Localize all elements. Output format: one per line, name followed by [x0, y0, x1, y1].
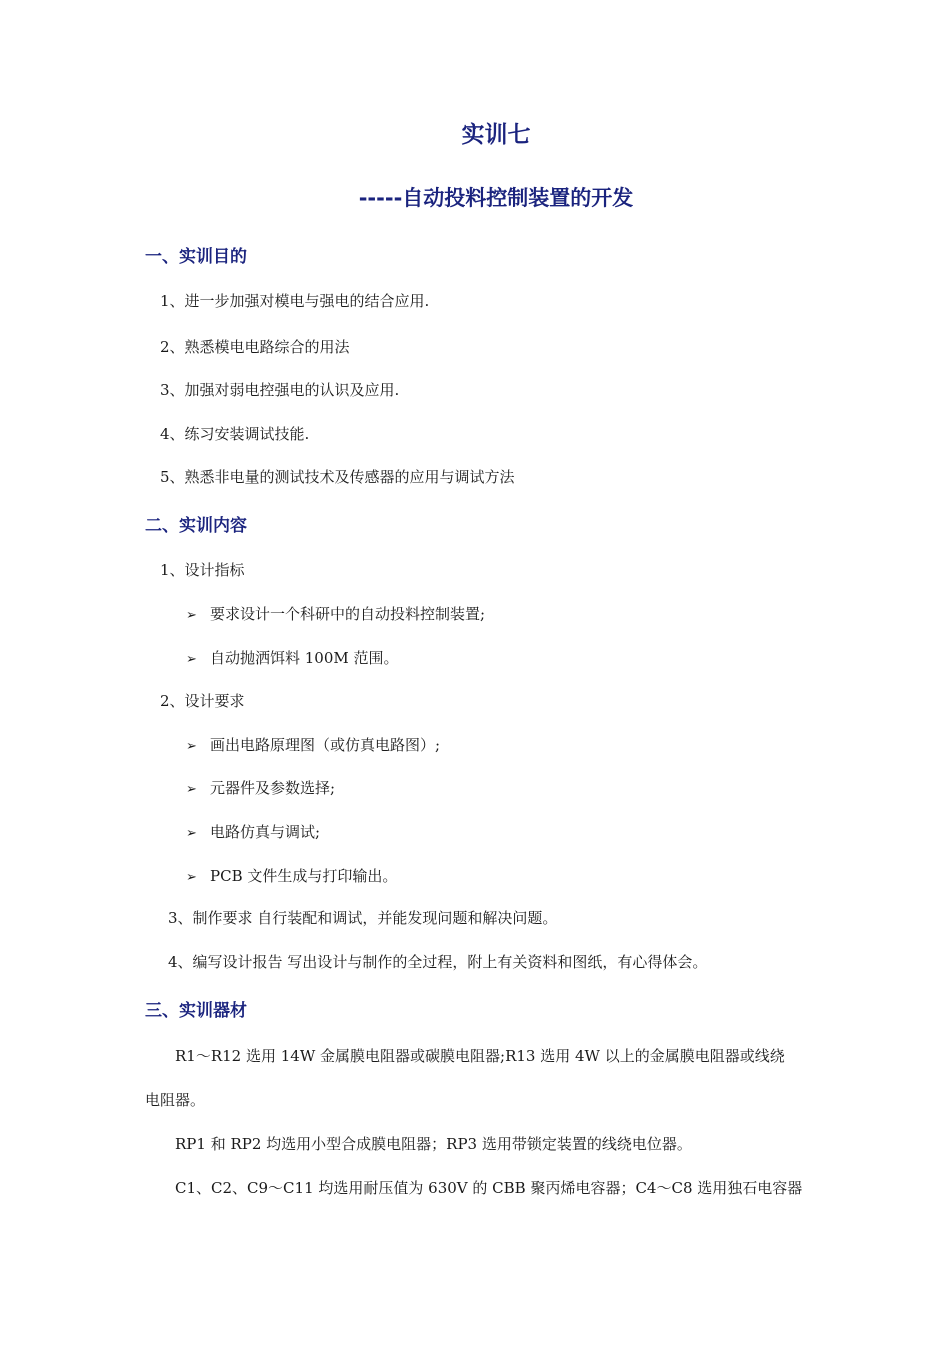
objective-item: 1、进一步加强对模电与强电的结合应用. — [160, 292, 430, 310]
objective-item: 4、练习安装调试技能. — [160, 425, 310, 443]
objective-item: 3、加强对弱电控强电的认识及应用. — [160, 381, 400, 399]
bullet-item — [186, 647, 399, 668]
materials-paragraph: RP1 和 RP2 均选用小型合成膜电阻器；RP3 选用带锁定装置的线绕电位器。 — [175, 1135, 692, 1153]
making-requirements: 3、制作要求 自行装配和调试，并能发现问题和解决问题。 — [168, 909, 558, 927]
materials-paragraph: R1～R12 选用 14W 金属膜电阻器或碳膜电阻器;R13 选用 4W 以上的金属膜电阻器或线绕 — [175, 1047, 785, 1065]
materials-paragraph-continued: 电阻器。 — [145, 1091, 206, 1109]
design-index-label: 1、设计指标 — [160, 561, 245, 579]
bullet-item — [186, 821, 320, 842]
section-heading-content: 二、实训内容 — [145, 516, 247, 536]
arrow-bullet-icon: ➢ — [186, 826, 197, 841]
bullet-text: 要求设计一个科研中的自动投料控制装置; — [210, 605, 486, 623]
bullet-text: 画出电路原理图（或仿真电路图）; — [210, 736, 441, 754]
objective-item: 2、熟悉模电电路综合的用法 — [160, 338, 350, 356]
bullet-item — [186, 865, 397, 886]
bullet-text: 电路仿真与调试; — [210, 823, 321, 841]
bullet-text: 元器件及参数选择; — [210, 779, 336, 797]
bullet-item — [186, 777, 335, 798]
bullet-text: PCB 文件生成与打印输出。 — [210, 867, 398, 885]
design-requirements-label: 2、设计要求 — [160, 692, 245, 710]
page-subtitle: -----自动投料控制装置的开发 — [358, 186, 634, 210]
report-requirements: 4、编写设计报告 写出设计与制作的全过程，附上有关资料和图纸，有心得体会。 — [168, 953, 708, 971]
arrow-bullet-icon: ➢ — [186, 652, 197, 667]
arrow-bullet-icon: ➢ — [186, 739, 197, 754]
section-heading-materials: 三、实训器材 — [145, 1001, 247, 1021]
section-heading-objectives: 一、实训目的 — [145, 247, 247, 267]
page-title: 实训七 — [461, 122, 531, 148]
arrow-bullet-icon: ➢ — [186, 870, 197, 885]
bullet-text: 自动抛洒饵料 100M 范围。 — [210, 649, 399, 667]
objective-item: 5、熟悉非电量的测试技术及传感器的应用与调试方法 — [160, 468, 515, 486]
bullet-item — [186, 603, 485, 624]
bullet-item — [186, 734, 440, 755]
arrow-bullet-icon: ➢ — [186, 608, 197, 623]
arrow-bullet-icon: ➢ — [186, 782, 197, 797]
materials-paragraph: C1、C2、C9～C11 均选用耐压值为 630V 的 CBB 聚丙烯电容器；C4～C8 选用独石电容器 — [175, 1179, 803, 1197]
